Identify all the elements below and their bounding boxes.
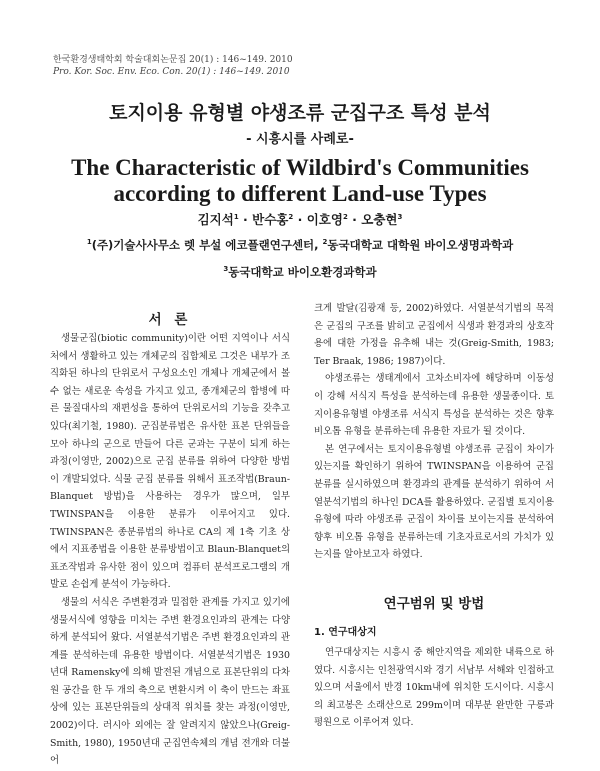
body-paragraph: 생물의 서식은 주변환경과 밀접한 관계를 가지고 있기에 생물서식에 영향을 미치는 주변 환경요인과의 관계는 다양하게 분석되어 왔다. 서열분석기법은 주변 환경요인과의 관계를 분석하는데 유용한 방법이다. 서열분석기법은 1930년대 Ramensky에 의해 발전된 개념으로 표본단위의 다차원 공간을 한 두 개의 축으로 변환시켜 이 축이 만드는 좌표상에 있는 표본단위들의 상대적 위치를 찾는 과정(이영만, 2002)이다. 러시아 외에는 잘 알려지지 않았으나(Greig-Smith, 1980), 1950년대 군집연속체의 개념 전개와 더불어 [50, 596, 290, 767]
paper-title-english-line1: The Characteristic of Wildbird's Communities [71, 155, 529, 180]
affiliation-line-2 [0, 264, 600, 280]
right-column-body-study-site [314, 644, 554, 732]
author-name: 반수홍 [252, 212, 289, 227]
affiliation-text: (주)기술사사무소 렛 부설 에코플랜연구센터, [91, 238, 323, 252]
subsection-heading-study-site: 1. 연구대상지 [314, 627, 377, 638]
author-affiliation-mark: 3 [397, 212, 403, 221]
author-affiliation-mark: 1 [233, 212, 239, 221]
affiliation-mark: 2 [322, 238, 328, 247]
author-name: 김지석 [197, 212, 234, 227]
author-list [0, 210, 600, 228]
author-separator: · [238, 212, 253, 227]
section-heading-scope-and-methods: 연구범위 및 방법 [383, 596, 485, 612]
author-separator: · [293, 212, 307, 227]
section-heading-introduction: 서 론 [148, 312, 192, 328]
body-paragraph: 연구대상지는 시흥시 중 해안지역을 제외한 내륙으로 하였다. 시흥시는 인천광역시와 경기 서남부 서해와 인접하고 있으며 서울에서 반경 10km내에 위치한 도시이다. 시흥시의 최고봉은 소래산으로 299m이며 대부분 완만한 구릉과 평원으로 이루어져 있다. [314, 647, 554, 729]
affiliation-line-1 [0, 237, 600, 253]
affiliation-mark: 1 [86, 238, 92, 247]
body-paragraph: 생물군집(biotic community)이란 어떤 지역이나 서식처에서 생활하고 있는 개체군의 집합체로 그것은 내부가 조직화된 하나의 단위로서 구성요소인 개체나 개체군에서 볼 수 없는 새로운 속성을 가지고 있고, 종개체군의 합병에 따른 물질대사의 재편성을 통하여 단위로서의 기능을 갖추고 있다(최기철, 1980). 군집분류법은 유사한 표본 단위들을 모아 하나의 군으로 만들어 다른 군과는 구분이 되게 하는 과정(이영만, 2002)으로 군집 분류를 위하여 다양한 방법이 개발되었다. 식물 군집 분류를 위해서 표조작법(Braun-Blanquet 방법)을 사용하는 경우가 많으며, 일부 TWINSPAN을 이용한 분류가 이루어지고 있다. TWINSPAN은 종분류법의 하나로 CA의 제 1축 기초 상에서 지표종법을 이용한 분류방법이고 Blaun-Blanquet의 표조작법과 유사한 점이 있으며 컴퓨터 분석프로그램의 개발로 손쉽게 분석이 가능하다. [50, 333, 290, 591]
author-affiliation-mark: 2 [288, 212, 294, 221]
affiliation-text: 동국대학교 바이오환경과학과 [228, 265, 377, 279]
journal-header-korean: 한국환경생태학회 학술대회논문집 20(1) : 146~149. 2010 [53, 55, 293, 65]
author-affiliation-mark: 2 [342, 212, 348, 221]
body-paragraph: 크게 발달(김광재 등, 2002)하였다. 서열분석기법의 목적은 군집의 구조를 밝히고 군집에서 식생과 환경과의 상호작용에 대한 가정을 유추해 내는 것(Greig-Smith, 1983; Ter Braak, 1986; 1987)이다. [314, 303, 554, 367]
author-name: 이호영 [306, 212, 343, 227]
affiliation-mark: 3 [223, 265, 229, 274]
right-column-body [314, 300, 554, 564]
body-paragraph: 본 연구에서는 토지이용유형별 야생조류 군집이 차이가 있는지를 확인하기 위하여 TWINSPAN을 이용하여 군집분류를 실시하였으며 환경과의 관계를 분석하기 위하여 서열분석기법의 하나인 DCA를 활용하였다. 군집별 토지이용유형에 따라 야생조류 군집이 차이를 보이는지를 분석하여 향후 비오톱 유형을 분류하는데 기초자료로서의 가치가 있는지를 알아보고자 하였다. [314, 443, 554, 561]
author-name: 오충현 [361, 212, 398, 227]
journal-header-english: Pro. Kor. Soc. Env. Eco. Con. 20(1) : 146~149. 2010 [53, 67, 290, 77]
paper-title-korean: 토지이용 유형별 야생조류 군집구조 특성 분석 [109, 102, 491, 124]
left-column-body [50, 330, 290, 770]
affiliation-text: 동국대학교 대학원 바이오생명과학과 [327, 238, 514, 252]
paper-title-english-line2: according to different Land-use Types [113, 181, 487, 206]
paper-subtitle-korean: - 시흥시를 사례로- [246, 132, 354, 147]
body-paragraph: 야생조류는 생태계에서 고차소비자에 해당하며 이동성이 강해 서식지 특성을 분석하는데 유용한 생물종이다. 토지이용유형별 야생조류 서식지 특성을 분석하는 것은 향후 비오톱 유형을 분류하는데 유용한 자료가 될 것이다. [314, 373, 554, 438]
author-separator: · [347, 212, 362, 227]
